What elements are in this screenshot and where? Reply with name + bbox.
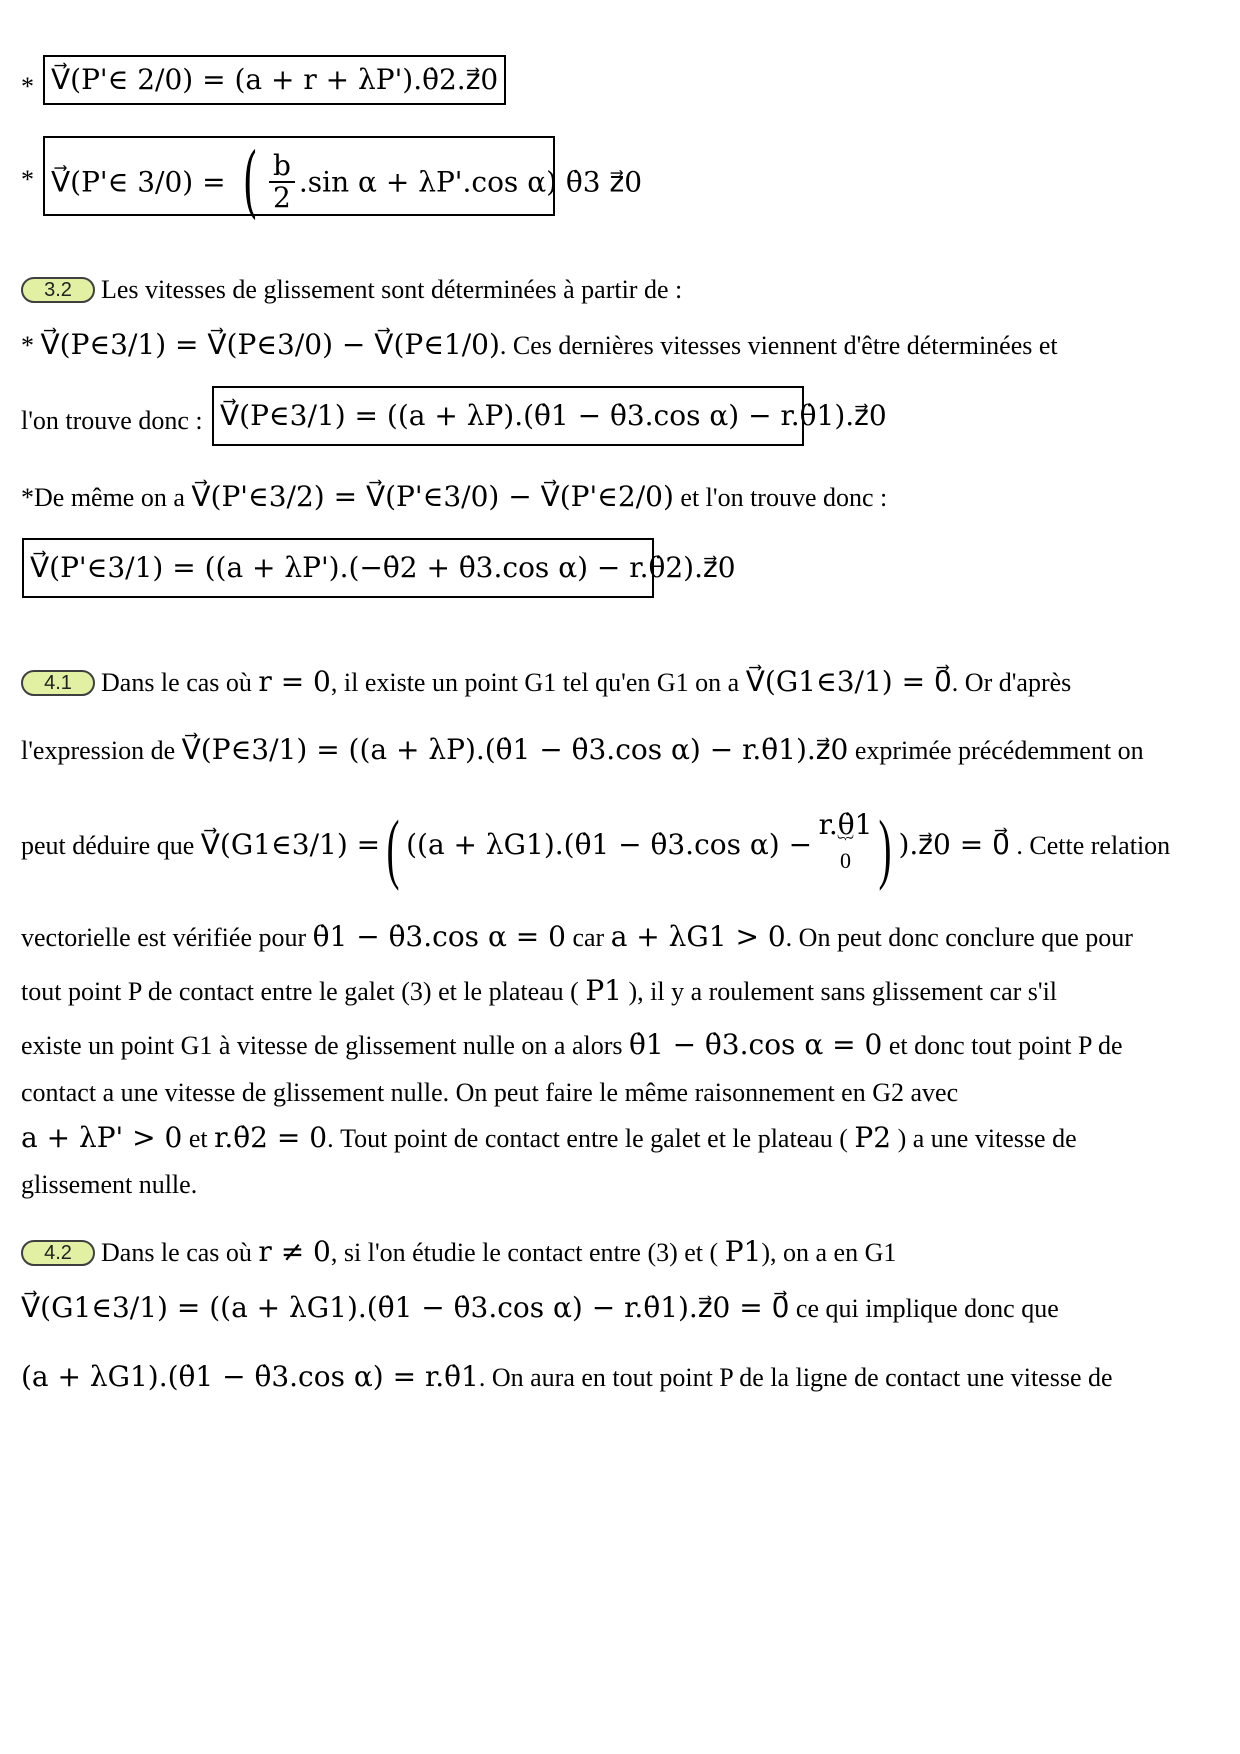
- boxed-equation-v-p-prime-3-1: V⃗(P'∈3/1) = ((a + λP').(−θ̇2 + θ̇3.cos α) − r.θ̇2).z⃗0: [22, 538, 654, 598]
- fraction: [269, 151, 295, 213]
- fraction-denominator: 2: [272, 181, 291, 214]
- text: et l'on trouve donc :: [680, 483, 888, 512]
- text: l'on trouve donc :: [21, 406, 203, 435]
- section-4-1-line5: [21, 976, 1057, 1007]
- text: tout point P de contact entre le galet (3) et le plateau (: [21, 977, 579, 1006]
- text: exprimée précédemment on: [854, 736, 1144, 765]
- text: *De même on a: [21, 483, 185, 512]
- section-4-1-line7: [21, 1078, 958, 1108]
- math: r.θ̇2 = 0: [214, 1121, 328, 1154]
- left-paren: (: [386, 804, 400, 892]
- bullet-star: *: [21, 331, 34, 360]
- section-badge: 3.2: [21, 277, 95, 303]
- section-4-1-line4: [21, 922, 1133, 953]
- section-4-1-line9: [21, 1170, 197, 1200]
- section-3-2-intro: [21, 275, 682, 305]
- section-3-2-line3: [21, 406, 203, 436]
- math: P2: [854, 1121, 892, 1154]
- section-3-2-line4: [21, 482, 887, 513]
- math: r.θ̇1: [818, 808, 873, 841]
- text: et donc tout point P de: [888, 1031, 1123, 1060]
- math-de-meme: V⃗(P'∈3/2) = V⃗(P'∈3/0) − V⃗(P'∈2/0): [191, 480, 674, 513]
- text: . Ces dernières vitesses viennent d'être déterminées et: [499, 331, 1058, 360]
- bullet-star: *: [21, 165, 34, 194]
- text: , il existe un point G1 tel qu'en G1 on a: [330, 668, 740, 697]
- underbrace-value: 0: [840, 848, 852, 873]
- text: Dans le cas où: [101, 668, 252, 697]
- bullet-star: *: [21, 72, 34, 101]
- equation-left: V⃗(P'∈ 3/0) =: [51, 165, 226, 199]
- equation-v-p-3-0: [43, 136, 643, 227]
- math: V⃗(G1∈3/1) = 0⃗: [745, 665, 952, 698]
- math-velocity-composition: V⃗(P∈3/1) = V⃗(P∈3/0) − V⃗(P∈1/0): [40, 328, 500, 361]
- text: glissement nulle.: [21, 1170, 198, 1199]
- boxed-equation-v-p-3-1: V⃗(P∈3/1) = ((a + λP).(θ̇1 − θ̇3.cos α) − r.θ̇1).z⃗0: [212, 386, 804, 446]
- text: Dans le cas où: [101, 1238, 252, 1267]
- section-badge: 4.1: [21, 670, 95, 696]
- text: . On aura en tout point P de la ligne de contact une vitesse de: [478, 1363, 1113, 1392]
- math: V⃗(P∈3/1) = ((a + λP).(θ̇1 − θ̇3.cos α) − r.θ̇1).z⃗0: [181, 733, 849, 766]
- equation-right: .sin α + λP'.cos α) θ̇3 z⃗0: [298, 165, 643, 199]
- section-4-1-line2: [21, 735, 1144, 766]
- math: ).z⃗0 = 0⃗: [898, 828, 1010, 861]
- intro-text: Les vitesses de glissement sont déterminées à partir de :: [101, 275, 683, 304]
- text: vectorielle est vérifiée pour: [21, 923, 307, 952]
- math: P1: [724, 1235, 762, 1268]
- text: contact a une vitesse de glissement nulle. On peut faire le même raisonnement en G2 avec: [21, 1078, 959, 1107]
- math: r = 0: [258, 665, 331, 698]
- text: . On peut donc conclure que pour: [785, 923, 1133, 952]
- math: θ̇1 − θ̇3.cos α = 0: [629, 1028, 883, 1061]
- text: peut déduire que: [21, 831, 195, 860]
- text: l'expression de: [21, 736, 176, 765]
- left-paren: (: [242, 137, 258, 227]
- math: ((a + λG1).(θ̇1 − θ̇3.cos α) −: [406, 828, 813, 861]
- text: ce qui implique donc que: [795, 1294, 1059, 1323]
- text: et: [188, 1124, 208, 1153]
- right-paren: ): [878, 804, 892, 892]
- math: θ̇1 − θ̇3.cos α = 0: [312, 920, 566, 953]
- text: existe un point G1 à vitesse de glissement nulle on a alors: [21, 1031, 623, 1060]
- section-3-2-line2: [21, 330, 1058, 361]
- section-4-1-line1: [21, 667, 1071, 698]
- math: a + λP' > 0: [21, 1121, 183, 1154]
- section-4-1-line8: [21, 1123, 1077, 1154]
- math: P1: [585, 974, 622, 1007]
- underbrace-term: [818, 808, 873, 873]
- section-4-1-line6: [21, 1030, 1123, 1061]
- text: . Tout point de contact entre le galet et le plateau (: [327, 1124, 848, 1153]
- text: car: [572, 923, 605, 952]
- text: ), il y a roulement sans glissement car s'il: [628, 977, 1058, 1006]
- section-badge: 4.2: [21, 1240, 95, 1266]
- section-4-1-line3: [21, 800, 1170, 890]
- underbrace: ︸: [837, 836, 854, 853]
- equation-v-p-2-0: V⃗(P'∈ 2/0) = (a + r + λP').θ̇2.z⃗0: [43, 55, 506, 105]
- math: (a + λG1).(θ̇1 − θ̇3.cos α) = r.θ̇1: [21, 1360, 479, 1393]
- text: ) a une vitesse de: [897, 1124, 1077, 1153]
- math: V⃗(G1∈3/1) =: [200, 828, 381, 861]
- section-4-2-line3: [21, 1362, 1113, 1393]
- section-4-2-line1: [21, 1237, 896, 1268]
- section-4-2-line2: [21, 1293, 1059, 1324]
- math: V⃗(G1∈3/1) = ((a + λG1).(θ̇1 − θ̇3.cos α) − r.θ̇1).z⃗0 = 0⃗: [21, 1291, 790, 1324]
- fraction-numerator: b: [269, 151, 295, 183]
- text: ), on a en G1: [761, 1238, 897, 1267]
- text: , si l'on étudie le contact entre (3) et (: [330, 1238, 719, 1267]
- text: . Or d'après: [951, 668, 1072, 697]
- math: r ≠ 0: [258, 1235, 331, 1268]
- text: . Cette relation: [1016, 831, 1171, 860]
- math: a + λG1 > 0: [610, 920, 786, 953]
